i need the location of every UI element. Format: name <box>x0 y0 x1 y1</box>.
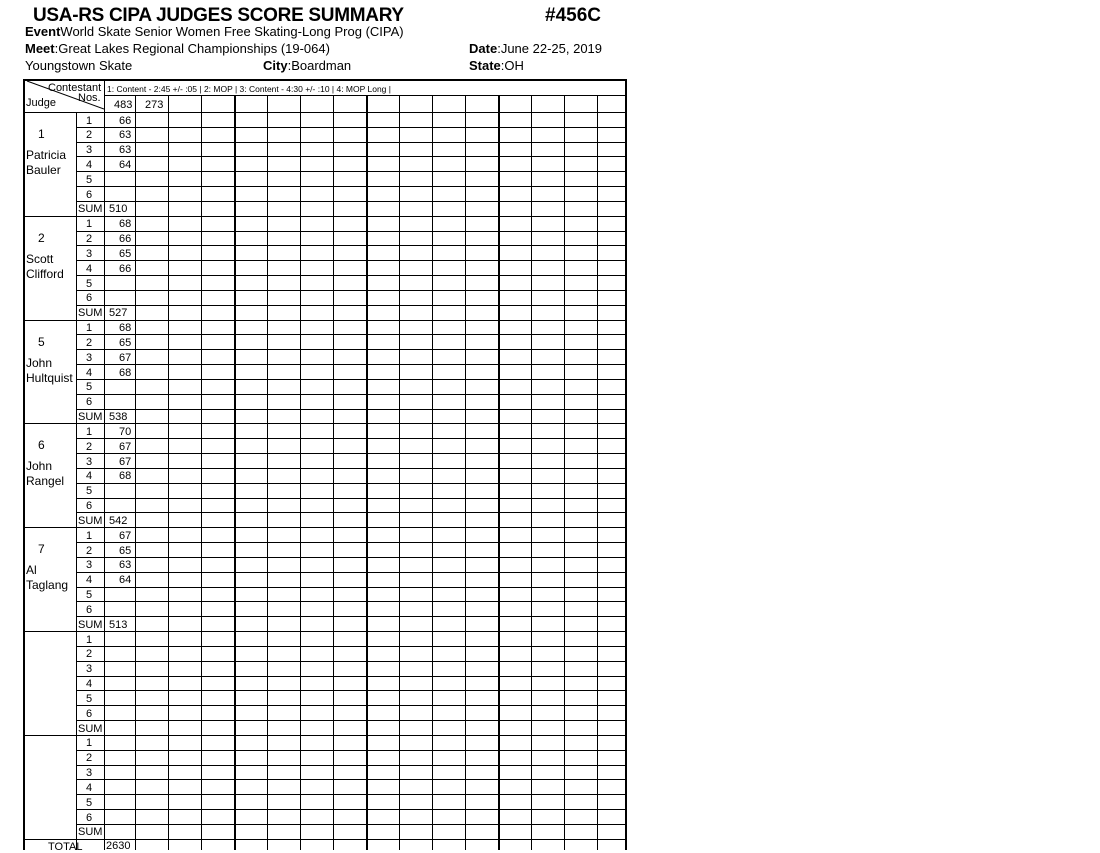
score-row-number: 1 <box>86 114 93 127</box>
meet-value: Great Lakes Regional Championships (19-064) <box>58 41 330 56</box>
judge-number: 1 <box>38 127 45 141</box>
score-row-number: 4 <box>86 262 93 275</box>
score-cell: 68 <box>119 470 132 483</box>
score-row-number: 1 <box>86 425 93 438</box>
contestant-number: 273 <box>145 99 164 111</box>
row-line <box>76 186 626 187</box>
row-line <box>76 245 626 246</box>
score-row-number: 5 <box>86 173 93 186</box>
row-line <box>76 661 626 662</box>
row-line <box>76 483 626 484</box>
sum-cell: 542 <box>109 514 128 527</box>
sum-row-label: SUM <box>78 722 103 735</box>
meet-line: Meet:Great Lakes Regional Championships (19-064) <box>25 41 330 56</box>
header-divider <box>25 112 627 113</box>
column-line <box>201 95 202 850</box>
sum-row-label: SUM <box>78 618 103 631</box>
score-row-number: 4 <box>86 678 93 691</box>
sum-row-label: SUM <box>78 307 103 320</box>
block-divider <box>25 735 627 736</box>
sum-row-label: SUM <box>78 203 103 216</box>
column-line <box>366 95 368 850</box>
column-line <box>564 95 565 850</box>
column-line <box>135 95 136 850</box>
score-row-number: 3 <box>86 767 93 780</box>
score-cell: 68 <box>119 322 132 335</box>
total-value: 2630 <box>106 839 131 852</box>
score-row-number: 6 <box>86 292 93 305</box>
row-line <box>76 765 626 766</box>
score-row-number: 3 <box>86 247 93 260</box>
row-line <box>76 349 626 350</box>
score-cell: 67 <box>119 529 132 542</box>
score-row-number: 2 <box>86 336 93 349</box>
form-code: #456C <box>545 5 601 26</box>
score-row-number: 1 <box>86 737 93 750</box>
row-line <box>76 453 626 454</box>
score-row-number: 3 <box>86 144 93 157</box>
score-row-number: 6 <box>86 500 93 513</box>
judge-first-name: Al <box>26 563 37 578</box>
score-row-number: 2 <box>86 129 93 142</box>
score-cell: 64 <box>119 574 132 587</box>
score-row-number: 4 <box>86 158 93 171</box>
column-line <box>333 95 334 850</box>
sum-cell: 538 <box>109 411 128 424</box>
score-row-number: 4 <box>86 574 93 587</box>
column-line <box>300 95 301 850</box>
nos-label: Nos. <box>78 92 101 104</box>
judge-number: 2 <box>38 230 45 245</box>
score-row-number: 6 <box>86 396 93 409</box>
score-cell: 65 <box>119 247 132 260</box>
row-line <box>76 587 626 588</box>
date-label: Date <box>469 41 498 56</box>
judge-number: 5 <box>38 334 45 349</box>
city-line: City:Boardman <box>263 58 352 73</box>
event-line <box>25 24 404 39</box>
state-label: State <box>469 58 501 73</box>
column-line <box>597 95 598 850</box>
row-line <box>76 646 626 647</box>
score-row-number: 5 <box>86 485 93 498</box>
score-row-number: 5 <box>86 589 93 602</box>
sum-cell: 513 <box>109 618 128 631</box>
row-line <box>76 572 626 573</box>
score-row-number: 5 <box>86 277 93 290</box>
event-label: Event <box>25 24 61 39</box>
column-line <box>267 95 268 850</box>
score-row-number: 5 <box>86 692 93 705</box>
row-line <box>76 275 626 276</box>
row-line <box>76 809 626 810</box>
score-cell: 66 <box>119 262 132 275</box>
score-row-number: 4 <box>86 366 93 379</box>
block-divider <box>25 216 627 217</box>
date-value: June 22-25, 2019 <box>500 41 603 56</box>
row-line <box>76 260 626 261</box>
score-grid <box>23 79 627 853</box>
state-line: State:OH <box>469 58 524 73</box>
row-line <box>76 705 626 706</box>
column-line <box>432 95 433 850</box>
column-line <box>498 95 500 850</box>
judge-first-name: John <box>26 355 53 370</box>
row-line <box>76 409 626 410</box>
row-line <box>76 438 626 439</box>
event-value: World Skate Senior Women Free Skating-Long Prog (CIPA) <box>60 24 404 39</box>
sum-cell: 510 <box>109 203 128 216</box>
row-line <box>76 305 626 306</box>
score-cell: 63 <box>119 144 132 157</box>
state-value: OH <box>504 58 524 73</box>
city-label: City <box>263 58 288 73</box>
score-cell: 66 <box>119 114 132 127</box>
score-row-number: 6 <box>86 188 93 201</box>
score-row-number: 1 <box>86 218 93 231</box>
score-cell: 67 <box>119 440 132 453</box>
form-title: USA-RS CIPA JUDGES SCORE SUMMARY <box>33 5 404 26</box>
score-row-number: 3 <box>86 455 93 468</box>
row-line <box>76 364 626 365</box>
row-line <box>76 142 626 143</box>
column-line <box>399 95 400 850</box>
score-row-number: 3 <box>86 663 93 676</box>
column-line <box>465 95 466 850</box>
legend-divider <box>104 95 626 96</box>
score-row-number: 1 <box>86 529 93 542</box>
row-line <box>76 127 626 128</box>
block-divider <box>25 320 627 321</box>
contestant-number: 483 <box>114 99 133 111</box>
score-cell: 65 <box>119 544 132 557</box>
row-line <box>76 379 626 380</box>
block-divider <box>25 423 627 424</box>
score-cell: 66 <box>119 233 132 246</box>
judge-last-name: Hultquist <box>26 370 73 385</box>
score-row-number: 3 <box>86 351 93 364</box>
score-cell: 70 <box>119 425 132 438</box>
score-row-number: 3 <box>86 559 93 572</box>
row-line <box>76 290 626 291</box>
row-line <box>76 720 626 721</box>
column-line <box>234 95 236 850</box>
row-line <box>76 824 626 825</box>
score-cell: 68 <box>119 218 132 231</box>
judge-number: 6 <box>38 438 45 453</box>
judge-last-name: Bauler <box>26 163 61 177</box>
meet-label: Meet <box>25 41 55 56</box>
scoring-legend: 1: Content - 2:45 +/- :05 | 2: MOP | 3: Content - 4:30 +/- :10 | 4: MOP Long | <box>107 84 391 94</box>
contestant-label: Contestant <box>48 82 102 94</box>
row-line <box>76 498 626 499</box>
row-line <box>76 468 626 469</box>
score-row-number: 4 <box>86 781 93 794</box>
score-cell: 64 <box>119 158 132 171</box>
total-label: TOTAL <box>48 840 83 853</box>
judge-number: 7 <box>38 542 45 557</box>
row-line <box>76 231 626 232</box>
score-cell: 65 <box>119 336 132 349</box>
column-line <box>168 95 169 850</box>
row-line <box>76 334 626 335</box>
score-cell: 67 <box>119 351 132 364</box>
score-row-number: 5 <box>86 796 93 809</box>
score-cell: 63 <box>119 129 132 142</box>
score-row-number: 4 <box>86 470 93 483</box>
row-line <box>76 156 626 157</box>
row-line <box>76 750 626 751</box>
score-row-number: 6 <box>86 603 93 616</box>
judge-last-name: Rangel <box>26 474 65 489</box>
row-line <box>76 779 626 780</box>
row-line <box>76 616 626 617</box>
column-line <box>531 95 532 850</box>
score-row-number: 6 <box>86 707 93 720</box>
row-line <box>76 557 626 558</box>
score-row-number: 2 <box>86 233 93 246</box>
score-row-number: 2 <box>86 752 93 765</box>
number-column-line <box>76 112 77 850</box>
score-row-number: 1 <box>86 633 93 646</box>
score-row-number: 2 <box>86 544 93 557</box>
host-club: Youngstown Skate <box>25 58 133 73</box>
score-row-number: 2 <box>86 440 93 453</box>
judge-label: Judge <box>26 97 56 109</box>
sum-row-label: SUM <box>78 411 103 424</box>
sum-row-label: SUM <box>78 514 103 527</box>
sum-cell: 527 <box>109 307 128 320</box>
date-line: Date:June 22-25, 2019 <box>469 41 603 56</box>
row-line <box>76 794 626 795</box>
row-line <box>76 394 626 395</box>
judge-last-name: Taglang <box>26 578 69 593</box>
score-cell: 63 <box>119 559 132 572</box>
score-row-number: 6 <box>86 811 93 824</box>
score-row-number: 2 <box>86 648 93 661</box>
judge-first-name: Patricia <box>26 148 67 162</box>
row-line <box>76 690 626 691</box>
row-line <box>76 512 626 513</box>
row-line <box>76 542 626 543</box>
row-line <box>76 171 626 172</box>
score-cell: 68 <box>119 366 132 379</box>
row-line <box>76 601 626 602</box>
judge-last-name: Clifford <box>26 266 64 281</box>
row-line <box>76 201 626 202</box>
judge-first-name: John <box>26 459 53 474</box>
block-divider <box>25 631 627 632</box>
score-row-number: 5 <box>86 381 93 394</box>
score-cell: 67 <box>119 455 132 468</box>
score-row-number: 1 <box>86 322 93 335</box>
sum-row-label: SUM <box>78 826 103 839</box>
city-value: Boardman <box>291 58 352 73</box>
judge-first-name: Scott <box>26 251 54 266</box>
block-divider <box>25 527 627 528</box>
row-line <box>76 676 626 677</box>
